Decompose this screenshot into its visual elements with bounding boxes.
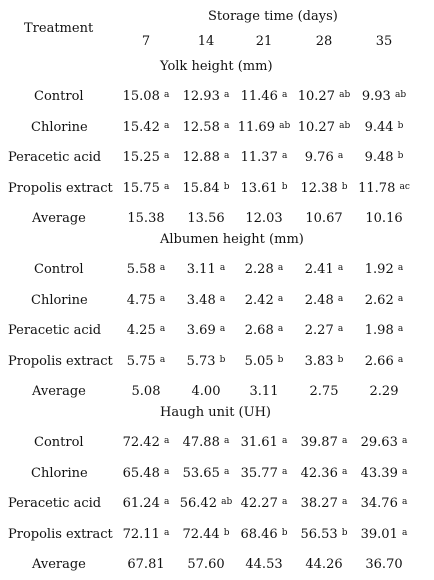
- table-cell: [250, 384, 279, 400]
- significance-letter: b: [277, 354, 284, 365]
- cell-value: 53.65: [182, 465, 220, 481]
- cell-value: 2.66: [364, 353, 394, 369]
- table-cell: [358, 181, 410, 197]
- significance-letter: a: [397, 263, 404, 273]
- row-label: Average: [32, 211, 86, 226]
- cell-value: 44.26: [305, 557, 343, 572]
- significance-letter: a: [223, 120, 230, 131]
- significance-letter: ab: [339, 90, 351, 100]
- cell-value: 15.75: [122, 180, 160, 196]
- table-cell: [305, 150, 343, 166]
- table-cell: [123, 150, 170, 166]
- table-cell: [183, 120, 230, 136]
- significance-letter: a: [281, 151, 288, 161]
- table-cell: [361, 496, 408, 512]
- significance-letter: b: [337, 354, 344, 365]
- section-title: Albumen height (mm): [160, 232, 304, 247]
- cell-value: 4.00: [191, 384, 221, 399]
- significance-letter: a: [159, 263, 166, 273]
- table-cell: [241, 466, 288, 482]
- table-cell: [182, 527, 229, 543]
- table-cell: [192, 384, 221, 400]
- significance-letter: a: [223, 466, 230, 477]
- table-cell: [305, 293, 343, 309]
- table-cell: [187, 211, 224, 227]
- cell-value: 2.62: [364, 292, 394, 308]
- significance-letter: a: [397, 293, 404, 304]
- storage-time-header: Storage time (days): [208, 9, 338, 24]
- cell-value: 56.42: [179, 496, 217, 511]
- significance-letter: a: [219, 293, 226, 304]
- cell-value: 10.16: [365, 211, 403, 226]
- significance-letter: a: [163, 527, 170, 538]
- cell-value: 42.36: [300, 465, 338, 481]
- table-cell: [123, 466, 170, 482]
- cell-value: 15.25: [122, 150, 160, 165]
- table-cell: [361, 527, 408, 543]
- table-cell: [301, 496, 348, 512]
- significance-letter: a: [163, 90, 170, 100]
- cell-value: 72.11: [122, 526, 160, 542]
- table-cell: [183, 435, 230, 451]
- table-cell: [365, 354, 403, 370]
- significance-letter: ac: [399, 181, 410, 192]
- cell-value: 36.70: [365, 557, 403, 572]
- row-label: Control: [34, 435, 84, 450]
- table-cell: [300, 527, 347, 543]
- table-cell: [241, 435, 288, 451]
- table-cell: [127, 293, 165, 309]
- cell-value: 31.61: [240, 435, 278, 450]
- row-label: Chlorine: [31, 292, 88, 308]
- cell-value: 11.37: [240, 150, 278, 165]
- cell-value: 44.53: [245, 557, 283, 572]
- cell-value: 61.24: [122, 496, 160, 511]
- significance-letter: ab: [279, 120, 291, 131]
- table-cell: [187, 293, 225, 309]
- significance-letter: b: [397, 120, 404, 131]
- row-label: Average: [32, 557, 86, 572]
- table-cell: [183, 466, 230, 482]
- table-cell: [245, 354, 284, 370]
- cell-value: 10.27: [297, 89, 335, 104]
- treatment-header: Treatment: [24, 21, 94, 36]
- significance-letter: b: [281, 181, 288, 192]
- significance-letter: a: [281, 90, 288, 100]
- cell-value: 11.46: [240, 89, 278, 104]
- table-cell: [183, 150, 230, 166]
- table-cell: [362, 89, 406, 105]
- cell-value: 9.48: [364, 150, 394, 165]
- cell-value: 10.67: [305, 211, 343, 226]
- table-cell: [365, 293, 403, 309]
- table-cell: [123, 496, 170, 512]
- significance-letter: a: [219, 324, 226, 334]
- significance-letter: a: [219, 263, 226, 273]
- significance-letter: a: [163, 436, 170, 446]
- day-header: 14: [197, 34, 215, 49]
- cell-value: 29.63: [360, 435, 398, 450]
- significance-letter: a: [159, 354, 166, 365]
- row-label: Propolis extract: [8, 353, 113, 369]
- significance-letter: b: [341, 527, 348, 538]
- significance-letter: a: [341, 497, 348, 507]
- row-label: Chlorine: [31, 465, 88, 481]
- table-cell: [245, 293, 283, 309]
- row-label: Peracetic acid: [8, 150, 102, 165]
- table-cell: [187, 262, 225, 278]
- cell-value: 15.08: [122, 89, 160, 104]
- cell-value: 9.93: [361, 89, 391, 104]
- cell-value: 4.25: [126, 323, 156, 338]
- cell-value: 34.76: [360, 496, 398, 511]
- significance-letter: a: [401, 527, 408, 538]
- cell-value: 11.69: [237, 119, 275, 135]
- cell-value: 1.92: [364, 262, 394, 277]
- table-cell: [298, 89, 351, 105]
- significance-letter: a: [277, 293, 284, 304]
- table-cell: [187, 557, 224, 573]
- significance-letter: a: [163, 181, 170, 192]
- significance-letter: ab: [339, 120, 351, 131]
- table-cell: [310, 384, 339, 400]
- cell-value: 39.01: [360, 526, 398, 542]
- table-cell: [298, 120, 351, 136]
- cell-value: 3.83: [304, 353, 334, 369]
- table-cell: [365, 323, 403, 339]
- significance-letter: b: [281, 527, 288, 538]
- significance-letter: a: [281, 497, 288, 507]
- table-cell: [300, 181, 347, 197]
- table-cell: [305, 354, 344, 370]
- cell-value: 5.05: [244, 353, 274, 369]
- significance-letter: a: [159, 324, 166, 334]
- significance-letter: ab: [221, 497, 233, 507]
- cell-value: 2.42: [244, 292, 274, 308]
- cell-value: 2.29: [369, 384, 399, 399]
- cell-value: 12.03: [245, 211, 283, 226]
- row-label: Control: [34, 89, 84, 104]
- cell-value: 13.61: [240, 180, 278, 196]
- table-cell: [127, 323, 165, 339]
- significance-letter: a: [337, 263, 344, 273]
- significance-letter: a: [223, 436, 230, 446]
- significance-letter: a: [337, 293, 344, 304]
- table-cell: [132, 384, 161, 400]
- significance-letter: a: [341, 466, 348, 477]
- cell-value: 9.44: [364, 119, 394, 135]
- row-label: Control: [34, 262, 84, 277]
- table-cell: [127, 211, 164, 227]
- table-cell: [123, 120, 170, 136]
- day-header: 35: [375, 34, 393, 49]
- cell-value: 56.53: [300, 526, 338, 542]
- table-cell: [240, 181, 287, 197]
- row-label: Propolis extract: [8, 526, 113, 542]
- significance-letter: b: [219, 354, 226, 365]
- cell-value: 35.77: [240, 465, 278, 481]
- cell-value: 10.27: [297, 119, 335, 135]
- significance-letter: a: [277, 263, 284, 273]
- significance-letter: a: [401, 436, 408, 446]
- significance-letter: a: [223, 151, 230, 161]
- table-cell: [305, 557, 342, 573]
- significance-letter: a: [401, 466, 408, 477]
- cell-value: 47.88: [182, 435, 220, 450]
- cell-value: 13.56: [187, 211, 225, 226]
- significance-letter: a: [277, 324, 284, 334]
- cell-value: 2.27: [304, 323, 334, 338]
- table-cell: [301, 466, 348, 482]
- table-cell: [361, 435, 408, 451]
- table-cell: [245, 262, 283, 278]
- table-cell: [187, 354, 226, 370]
- cell-value: 5.58: [126, 262, 156, 277]
- table-cell: [301, 435, 348, 451]
- table-cell: [127, 354, 165, 370]
- table-cell: [365, 557, 402, 573]
- significance-letter: a: [223, 90, 230, 100]
- significance-letter: ab: [394, 90, 407, 100]
- table-cell: [123, 89, 170, 105]
- significance-letter: b: [223, 181, 230, 192]
- cell-value: 12.38: [300, 180, 338, 196]
- significance-letter: a: [341, 436, 348, 446]
- table-cell: [127, 557, 164, 573]
- table-cell: [183, 89, 230, 105]
- day-header: 7: [141, 34, 151, 49]
- cell-value: 5.75: [126, 353, 156, 369]
- table-cell: [305, 262, 343, 278]
- cell-value: 3.69: [186, 323, 216, 338]
- cell-value: 9.76: [304, 150, 334, 165]
- cell-value: 3.11: [186, 262, 216, 277]
- significance-letter: a: [397, 354, 404, 365]
- cell-value: 11.78: [358, 180, 396, 196]
- cell-value: 3.48: [186, 292, 216, 308]
- table-cell: [238, 120, 291, 136]
- cell-value: 2.48: [304, 292, 334, 308]
- significance-letter: a: [163, 120, 170, 131]
- row-label: Chlorine: [31, 119, 88, 135]
- cell-value: 68.46: [240, 526, 278, 542]
- table-cell: [245, 323, 283, 339]
- table-cell: [365, 120, 404, 136]
- table-cell: [127, 262, 165, 278]
- cell-value: 15.38: [127, 211, 165, 226]
- cell-value: 15.84: [182, 180, 220, 196]
- significance-letter: b: [341, 181, 348, 192]
- table-cell: [240, 527, 287, 543]
- cell-value: 2.68: [244, 323, 274, 338]
- table-cell: [187, 323, 225, 339]
- significance-letter: a: [401, 497, 408, 507]
- cell-value: 57.60: [187, 557, 225, 572]
- cell-value: 72.44: [182, 526, 220, 542]
- cell-value: 12.93: [182, 89, 220, 104]
- table-cell: [245, 557, 282, 573]
- table-cell: [241, 496, 288, 512]
- table-cell: [123, 435, 170, 451]
- cell-value: 2.28: [244, 262, 274, 277]
- significance-letter: a: [281, 466, 288, 477]
- significance-letter: a: [397, 324, 404, 334]
- significance-letter: a: [337, 151, 344, 161]
- cell-value: 12.88: [182, 150, 220, 165]
- row-label: Propolis extract: [8, 180, 113, 196]
- significance-letter: b: [223, 527, 230, 538]
- table-cell: [365, 262, 403, 278]
- table-cell: [123, 527, 170, 543]
- significance-letter: b: [397, 151, 404, 161]
- significance-letter: a: [163, 151, 170, 161]
- table-cell: [182, 181, 229, 197]
- table-cell: [370, 384, 399, 400]
- cell-value: 15.42: [122, 119, 160, 135]
- cell-value: 2.75: [309, 384, 339, 399]
- day-header: 28: [315, 34, 333, 49]
- cell-value: 4.75: [126, 292, 156, 308]
- cell-value: 43.39: [360, 465, 398, 481]
- table-cell: [361, 466, 408, 482]
- cell-value: 2.41: [304, 262, 334, 277]
- row-label: Peracetic acid: [8, 323, 102, 338]
- cell-value: 5.73: [186, 353, 216, 369]
- row-label: Peracetic acid: [8, 496, 102, 511]
- significance-letter: a: [163, 497, 170, 507]
- cell-value: 1.98: [364, 323, 394, 338]
- cell-value: 12.58: [182, 119, 220, 135]
- cell-value: 67.81: [127, 557, 165, 572]
- significance-letter: a: [163, 466, 170, 477]
- day-header: 21: [255, 34, 273, 49]
- table-cell: [245, 211, 282, 227]
- table-cell: [365, 150, 404, 166]
- table-cell: [365, 211, 402, 227]
- significance-letter: a: [281, 436, 288, 446]
- table-cell: [123, 181, 170, 197]
- cell-value: 5.08: [131, 384, 161, 399]
- significance-letter: a: [159, 293, 166, 304]
- table-cell: [180, 496, 233, 512]
- table-cell: [241, 89, 288, 105]
- significance-letter: a: [337, 324, 344, 334]
- cell-value: 72.42: [122, 435, 160, 450]
- cell-value: 38.27: [300, 496, 338, 511]
- cell-value: 39.87: [300, 435, 338, 450]
- table-cell: [305, 323, 343, 339]
- row-label: Average: [32, 384, 86, 399]
- table-cell: [241, 150, 288, 166]
- cell-value: 65.48: [122, 465, 160, 481]
- section-title: Yolk height (mm): [160, 59, 273, 74]
- table-cell: [305, 211, 342, 227]
- cell-value: 42.27: [240, 496, 278, 511]
- cell-value: 3.11: [249, 384, 279, 399]
- section-title: Haugh unit (UH): [160, 405, 271, 420]
